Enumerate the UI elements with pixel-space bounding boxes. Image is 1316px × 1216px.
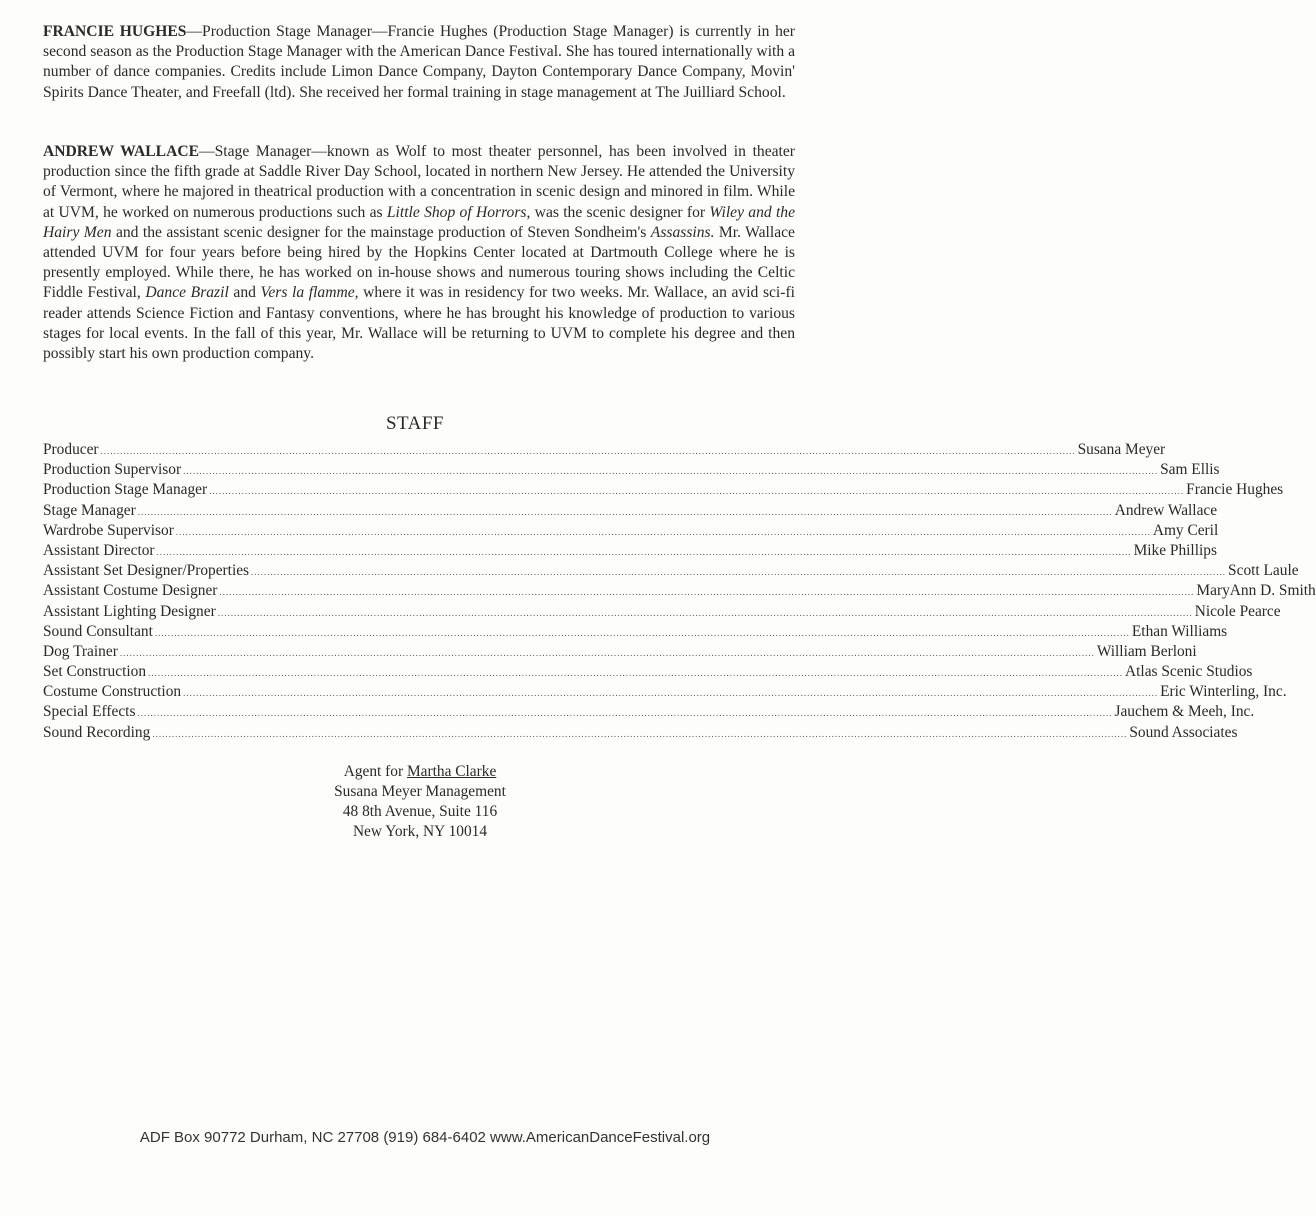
staff-row <box>43 642 1197 662</box>
dot-leader: ............................................................................................................................................................................................................................................................................................................ <box>209 486 1185 497</box>
staff-person: Eric Winterling, Inc. <box>1160 683 1287 701</box>
dot-leader: ............................................................................................................................................................................................................................................................................................................ <box>217 607 1193 618</box>
agent-prefix: Agent for <box>343 763 407 780</box>
dot-leader: ............................................................................................................................................................................................................................................................................................................ <box>100 446 1076 456</box>
bio-text: —Production Stage Manager—Francie Hughes (Production Stage Manager) is currently in her second season as the Production Stage Manager with the American Dance Festival. She has toured internationally with a number of dance companies. Credits include Limon Dance Company, Dayton Contemporary Dance Company, Movin' Spirits Dance Theater, and Freefall (ltd). She received her formal training in stage management at The Juilliard School. <box>43 23 795 101</box>
staff-role: Sound Consultant <box>43 622 153 640</box>
staff-role: Costume Construction <box>43 683 182 701</box>
dot-leader: ............................................................................................................................................................................................................................................................................................................ <box>219 587 1195 598</box>
footer-contact: ADF Box 90772 Durham, NC 27708 (919) 684-6402 www.AmericanDanceFestival.org <box>139 1129 711 1146</box>
bio-title-italic: Little Shop of Horrors <box>386 203 527 221</box>
bio-francie-hughes <box>43 22 795 103</box>
dot-leader: ............................................................................................................................................................................................................................................................................................................ <box>137 708 1113 719</box>
staff-row <box>43 501 1218 521</box>
bio-text: and the assistant scenic designer for the mainstage production of Steven Sondheim's <box>111 223 651 241</box>
agent-client: Martha Clarke <box>406 763 497 780</box>
bio-name: FRANCIE HUGHES <box>43 23 187 40</box>
bio-title-italic: Wiley and the Hairy Men <box>43 203 795 241</box>
staff-person: Susana Meyer <box>1077 441 1166 458</box>
bio-text: , was the scenic designer for <box>526 203 710 221</box>
bio-text: and <box>228 284 261 302</box>
staff-role: Sound Recording <box>43 723 151 741</box>
staff-role: Dog Trainer <box>43 642 118 660</box>
staff-person: William Berloni <box>1096 642 1197 660</box>
staff-person: Andrew Wallace <box>1114 501 1218 519</box>
staff-role: Assistant Director <box>43 541 155 559</box>
staff-person: Ethan Williams <box>1131 622 1228 640</box>
staff-row <box>43 521 1219 541</box>
bio-text: —Stage Manager—known as Wolf to most theater personnel, has been involved in theater production since the fifth grade at Saddle River Day School, located in northern New Jersey. He attended the University of Vermont, where he majored in theatrical production with a concentration in scenic design and minored in film. While at UVM, he worked on numerous productions such as <box>43 143 795 221</box>
staff-person: Sam Ellis <box>1160 461 1220 479</box>
bio-title-italic: Vers la flamme, <box>260 284 359 302</box>
staff-row <box>43 460 1220 480</box>
staff-row <box>43 622 1228 642</box>
dot-leader: ............................................................................................................................................................................................................................................................................................................ <box>148 668 1124 679</box>
staff-role: Stage Manager <box>43 501 136 519</box>
staff-role: Assistant Lighting Designer <box>43 602 216 620</box>
staff-person: Sound Associates <box>1129 723 1238 741</box>
agent-company: Susana Meyer Management <box>334 783 506 800</box>
agent-line <box>0 762 840 782</box>
staff-role: Assistant Set Designer/Properties <box>43 562 250 580</box>
staff-person: Francie Hughes <box>1186 481 1284 499</box>
staff-person: Atlas Scenic Studios <box>1125 663 1253 681</box>
dot-leader: ............................................................................................................................................................................................................................................................................................................ <box>251 567 1227 578</box>
dot-leader: ............................................................................................................................................................................................................................................................................................................ <box>137 506 1113 517</box>
staff-role: Assistant Costume Designer <box>43 582 218 600</box>
staff-person: Nicole Pearce <box>1194 602 1281 620</box>
dot-leader: ............................................................................................................................................................................................................................................................................................................ <box>154 627 1130 638</box>
staff-row <box>43 440 1166 460</box>
bio-text: where it was in residency for two weeks. Mr. Wallace, an avid sci-fi reader attends Science Fiction and Fantasy conventions, where he has brought his knowledge of production to various stages for local events. In the fall of this year, Mr. Wallace will be returning to UVM to complete his degree and then possibly start his own production company. <box>43 284 795 363</box>
dot-leader: ............................................................................................................................................................................................................................................................................................................ <box>183 466 1159 477</box>
staff-row <box>43 480 1284 500</box>
staff-role: Set Construction <box>43 663 147 681</box>
agent-city: New York, NY 10014 <box>352 823 488 840</box>
dot-leader: ............................................................................................................................................................................................................................................................................................................ <box>183 688 1159 699</box>
staff-role: Production Supervisor <box>43 461 182 479</box>
staff-heading: STAFF <box>385 413 444 434</box>
dot-leader: ............................................................................................................................................................................................................................................................................................................ <box>156 546 1132 557</box>
staff-row <box>43 702 1255 722</box>
staff-person: Scott Laule <box>1228 562 1299 580</box>
staff-row <box>43 541 1217 561</box>
staff-role: Special Effects <box>43 703 136 721</box>
dot-leader: ............................................................................................................................................................................................................................................................................................................ <box>152 728 1128 739</box>
staff-person: Amy Ceril <box>1152 521 1219 539</box>
staff-list <box>43 440 1316 743</box>
staff-row <box>43 662 1253 682</box>
dot-leader: ............................................................................................................................................................................................................................................................................................................ <box>175 526 1151 537</box>
staff-row <box>43 561 1299 581</box>
bio-text: Mr. Wallace attended UVM for four years before being hired by the Hopkins Center located at Dartmouth College where he is presently employed. While there, he has worked on in-house shows and numerous touring shows including the Celtic Fiddle Festival, <box>43 223 795 302</box>
bio-title-italic: Assassins. <box>650 223 715 241</box>
dot-leader: ............................................................................................................................................................................................................................................................................................................ <box>119 647 1095 658</box>
staff-role: Wardrobe Supervisor <box>43 521 174 539</box>
staff-row <box>43 682 1287 702</box>
bio-andrew-wallace <box>43 142 795 364</box>
agent-address-block <box>0 762 840 842</box>
staff-row <box>43 723 1238 743</box>
staff-row <box>43 581 1316 601</box>
staff-role: Production Stage Manager <box>43 481 208 499</box>
staff-role: Producer <box>43 441 99 458</box>
staff-person: MaryAnn D. Smith <box>1196 582 1316 600</box>
staff-person: Jauchem & Meeh, Inc. <box>1114 703 1255 721</box>
staff-person: Mike Phillips <box>1133 541 1217 559</box>
bio-title-italic: Dance Brazil <box>145 284 229 302</box>
agent-street: 48 8th Avenue, Suite 116 <box>342 803 498 820</box>
staff-row <box>43 602 1281 622</box>
bio-name: ANDREW WALLACE <box>43 143 199 160</box>
